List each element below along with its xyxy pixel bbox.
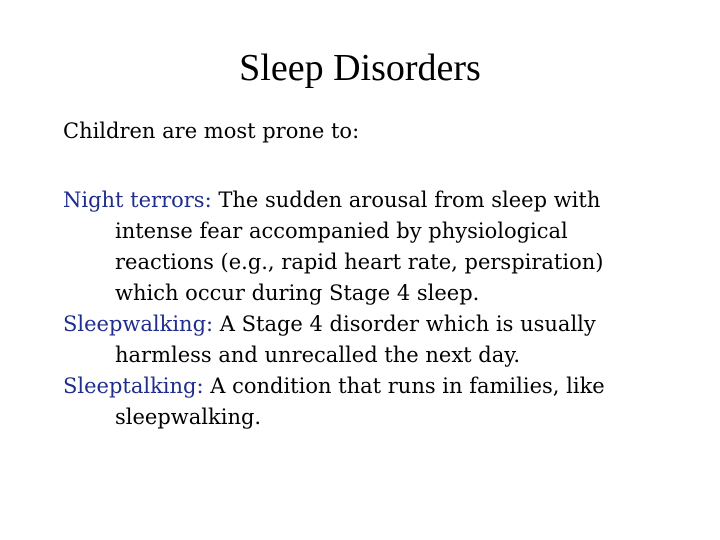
description-sleepwalking: A Stage 4 disorder which is usually harmless and unrecalled the next day. bbox=[115, 312, 596, 367]
definition-sleepwalking bbox=[63, 309, 663, 371]
definition-list bbox=[63, 185, 663, 433]
description-night-terrors: The sudden arousal from sleep with intense fear accompanied by physiological reactions (e.g., rapid heart rate, perspiration) which occur during Stage 4 sleep. bbox=[115, 188, 604, 305]
slide-title: Sleep Disorders bbox=[239, 47, 481, 89]
intro-text: Children are most prone to: bbox=[63, 119, 360, 143]
definition-night-terrors bbox=[63, 185, 663, 309]
description-sleeptalking: A condition that runs in families, like sleepwalking. bbox=[115, 374, 605, 429]
term-night-terrors: Night terrors: bbox=[63, 188, 212, 212]
term-sleepwalking: Sleepwalking: bbox=[63, 312, 214, 336]
term-sleeptalking: Sleeptalking: bbox=[63, 374, 204, 398]
definition-sleeptalking bbox=[63, 371, 663, 433]
